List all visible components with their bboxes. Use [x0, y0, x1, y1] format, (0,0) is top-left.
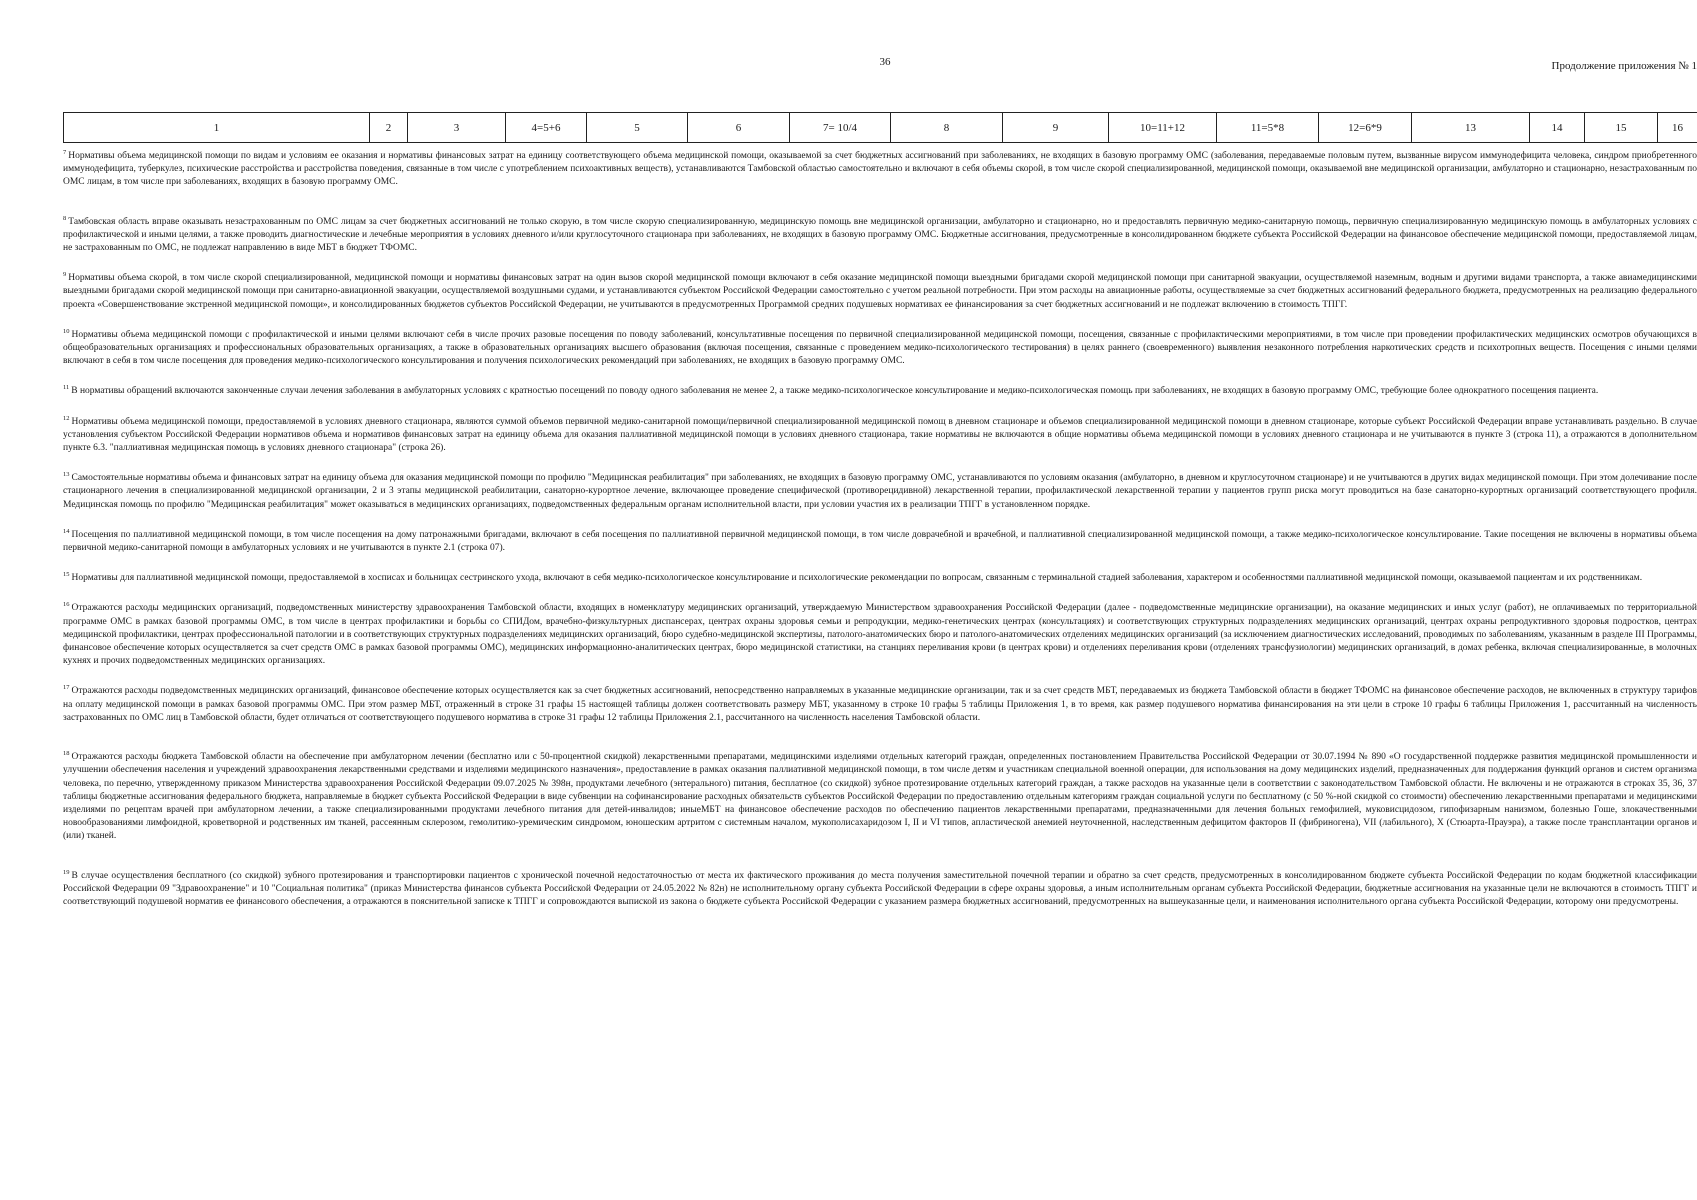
column-number-cell: 16 — [1658, 113, 1697, 143]
column-number-cell: 14 — [1530, 113, 1585, 143]
column-number-cell: 4=5+6 — [506, 113, 587, 143]
footnote-text: Отражаются расходы медицинских организаций, подведомственных министерству здравоохранения Тамбовской области, входящих в номенклатуру медицинских организаций, утверждаемую Министерством здравоохранения Российской Федерации (далее - подведомственные медицинские организации), на оказание медицинских и иных услуг (работ), не оплачиваемых по территориальной программе ОМС в рамках базовой программы ОМС, в том числе в центрах профилактики и борьбы со СПИДом, врачебно-физкультурных диспансерах, центрах охраны здоровья семьи и репродукции, медико-генетических центрах (консультациях) и соответствующих структурных подразделениях медицинских организаций, центрах охраны репродуктивного здоровья подростков, центрах медицинской профилактики, центрах профессиональной патологии и в соответствующих структурных подразделениях медицинских организаций, бюро судебно-медицинской экспертизы, патолого-анатомических бюро и патолого-анатомических отделениях медицинских организаций (за исключением диагностических исследований, проводимых по заболеваниям, указанным в разделе III Программы, финансовое обеспечение которых осуществляется за счет средств ОМС в рамках базовой программы ОМС), медицинских информационно-аналитических центрах, бюро медицинской статистики, на станциях переливания крови (в центрах крови) и отделениях переливания крови (отделениях трансфузиологии) медицинских организаций, в домах ребенка, включая специализированные, в молочных кухнях и прочих подведомственных медицинских организациях. — [63, 603, 1697, 667]
footnote-text: Нормативы для паллиативной медицинской помощи, предоставляемой в хосписах и больницах сестринского ухода, включают в себя медико-психологическое консультирование и психологические рекомендации по вопросам, связанным с терминальной стадией заболевания, характером и особенностями паллиативной медицинской помощи, оказываемой пациентам и их родственникам. — [71, 573, 1643, 584]
footnote-19 — [63, 866, 1697, 910]
footnote-text: Нормативы объема скорой, в том числе скорой специализированной, медицинской помощи и нормативы финансовых затрат на один вызов скорой медицинской помощи включают в себя оказание медицинской помощи выездными бригадами скорой медицинской помощи при санитарной эвакуации, осуществляемой наземным, водным и другими видами транспорта, а также авиамедицинскими выездными бригадами скорой медицинской помощи при санитарно-авиационной эвакуации, осуществляемой воздушными судами, и устанавливаются субъектом Российской Федерации самостоятельно с учетом реальной потребности. При этом расходы на авиационные работы, осуществляемые за счет бюджетных ассигнований федерального бюджета, предусмотренных на реализацию федерального проекта «Совершенствование экстренной медицинской помощи», и консолидированных бюджетов субъектов Российской Федерации, не учитываются в предусмотренных Программой средних подушевых нормативах ее финансирования за счет бюджетных ассигнований и не подлежат включению в стоимость ТПГГ. — [63, 273, 1697, 310]
column-number-cell: 5 — [587, 113, 688, 143]
footnote-text: Тамбовская область вправе оказывать незастрахованным по ОМС лицам за счет бюджетных ассигнований не только скорую, в том числе скорую специализированную, медицинскую помощь вне медицинской организации, амбулаторно и стационарно, но и предоставлять первичную медико-санитарную помощь, первичную специализированную медицинскую помощь в амбулаторных условиях с профилактической и иными целями, а также проводить диагностические и лечебные мероприятия в условиях дневного и/или круглосуточного стационара при заболеваниях, не входящих в базовую программу ОМС. Бюджетные ассигнования, предусмотренные в консолидированном бюджете субъекта Российской Федерации на финансовое обеспечение медицинской помощи, предоставляемой лицам, не застрахованным по ОМС, не подлежат направлению в виде МБТ в бюджет ТФОМС. — [63, 216, 1697, 254]
footnote-text: Отражаются расходы бюджета Тамбовской области на обеспечение при амбулаторном лечении (бесплатно или с 50-процентной скидкой) лекарственными препаратами, медицинскими изделиями отдельных категорий граждан, определенных постановлением Правительства Российской Федерации от 30.07.1994 № 890 «О государственной поддержке развития медицинской промышленности и улучшении обеспечения населения и учреждений здравоохранения лекарственными средствами и изделиями медицинского назначения», предоставление в рамках оказания паллиативной медицинской помощи, в том числе детям и участникам специальной военной операции, для использования на дому медицинских изделий, предназначенных для поддержания функций органов и систем организма человека, по перечню, утвержденному приказом Министерства здравоохранения Российской Федерации 09.07.2025 № 398н, продуктами лечебного (энтерального) питания, бесплатное (со скидкой) зубное протезирование отдельных категорий граждан, а также расходов на указанные цели в соответствии с законодательством Тамбовской области. Не включены и не отражаются в строках 35, 36, 37 таблицы бюджетные ассигнования федерального бюджета, направляемые в бюджет субъекта Российской Федерации в виде субвенции на софинансирование расходных обязательств субъектов Российской Федерации по предоставлению отдельным категориям граждан социальной услуги по бесплатному (с 50 %-ной скидкой со стоимости) обеспечению лекарственными препаратами и медицинскими изделиями по рецептам врачей при амбулаторном лечении, а также специализированными продуктами лечебного питания для детей-инвалидов; иныеМБТ на финансовое обеспечение расходов по обеспечению пациентов лекарственными препаратами, предназначенными для лечения больных гемофилией, муковисцидозом, гипофизарным нанизмом, болезнью Гоше, злокачественными новообразованиями лимфоидной, кроветворной и родственных им тканей, рассеянным склерозом, гемолитико-уремическим синдромом, юношеским артритом с системным началом, мукополисахаридозом I, II и VI типов, апластической анемией неуточненной, наследственным дефицитом факторов II (фибриногена), VII (лабильного), X (Стюарта-Прауэра), а также после трансплантации органов и (или) тканей. — [63, 752, 1697, 842]
footnote-9 — [63, 268, 1697, 312]
column-number-cell: 15 — [1585, 113, 1658, 143]
footnote-text: Нормативы объема медицинской помощи с профилактической и иными целями включают себя в числе прочих разовые посещения по поводу заболеваний, консультативные посещения по первичной специализированной медицинской помощи, посещения, связанные с профилактическими мероприятиями, в том числе при проведении профилактических медицинских осмотров обучающихся в общеобразовательных организациях и профессиональных образовательных организациях, а также в образовательных организациях высшего образования (включая посещения, связанные с проведением медико-психологического тестирования) в целях раннего (своевременного) выявления незаконного потребления наркотических средств и психотропных веществ. Посещения с иными целями включают в себя в том числе посещения для проведения медико-психологического консультирования и получения психологических рекомендаций при заболеваниях, не входящих в базовую программу ОМС. — [63, 329, 1697, 367]
footnotes-section — [63, 146, 1697, 922]
footnote-15 — [63, 568, 1697, 585]
footnote-text: Нормативы объема медицинской помощи, предоставляемой в условиях дневного стационара, являются суммой объемов первичной медико-санитарной помощи/первичной специализированной медицинской помощ в дневном стационаре и объемов специализированной медицинской помощи в дневном стационаре, которые субъект Российской Федерации вправе устанавливать раздельно. В случае установления субъектом Российской Федерации нормативов объема и нормативов финансовых затрат на единицу объема для оказания паллиативной медицинской помощи в условиях дневного стационара, такие нормативы не включаются в общие нормативы объема медицинской помощи в условиях дневного стационара и не учитываются в пункте 3 (строка 11), а отражаются в дополнительном пункте 6.3. "паллиативная медицинская помощь в условиях дневного стационара" (строка 26). — [63, 416, 1697, 454]
appendix-continuation-label: Продолжение приложения № 1 — [1551, 60, 1697, 72]
column-number-cell: 10=11+12 — [1109, 113, 1217, 143]
footnote-12 — [63, 412, 1697, 456]
footnote-13 — [63, 468, 1697, 512]
footnote-17 — [63, 681, 1697, 725]
footnote-marker: 19 — [63, 868, 70, 876]
footnote-marker: 12 — [63, 414, 70, 422]
column-number-header-table — [63, 112, 1697, 143]
footnote-marker: 14 — [63, 527, 70, 535]
column-number-cell: 6 — [688, 113, 790, 143]
column-number-cell: 11=5*8 — [1217, 113, 1319, 143]
footnote-marker: 16 — [63, 601, 70, 609]
footnote-marker: 9 — [63, 271, 67, 279]
footnote-text: Посещения по паллиативной медицинской помощи, в том числе посещения на дому патронажными бригадами, включают в себя посещения по паллиативной первичной медицинской помощи, в том числе доврачебной и врачебной, и паллиативной специализированной медицинской помощи, а также медико-психологическое консультирование. Такие посещения не включены в нормативы объема первичной медико-санитарной помощи в амбулаторных условиях и не учитываются в пункте 2.1 (строка 07). — [63, 529, 1697, 554]
column-number-row — [64, 113, 1697, 143]
footnote-marker: 7 — [63, 149, 67, 156]
footnote-marker: 13 — [63, 471, 70, 479]
footnote-10 — [63, 325, 1697, 369]
column-number-cell: 8 — [891, 113, 1003, 143]
footnote-text: В случае осуществления бесплатного (со скидкой) зубного протезирования и транспортировки пациентов с хронической почечной недостаточностью от места их фактического проживания до места получения заместительной почечной терапии и обратно за счет средств, предусмотренных в консолидированном бюджете субъекта Российской Федерации по кодам бюджетной классификации Российской Федерации 09 "Здравоохранение" и 10 "Социальная политика" (приказ Министерства финансов субъекта Российской Федерации от 24.05.2022 № 82н) не исполнительному органу субъекта Российской Федерации в сфере охраны здоровья, а иным исполнительным органам субъекта Российской Федерации, бюджетные ассигнования на указанные цели не включаются в стоимость ТПГГ и соответствующий подушевой норматив ее финансового обеспечения, а отражаются в пояснительной записке к ТПГГ и сопровождаются выпиской из закона о бюджете субъекта Российской Федерации с указанием размера бюджетных ассигнований, предусмотренных на вышеуказанные цели, и наименования исполнительного органа субъекта Российской Федерации, которому они предусмотрены. — [63, 870, 1697, 907]
column-number-cell: 7= 10/4 — [790, 113, 891, 143]
footnote-text: В нормативы обращений включаются законченные случаи лечения заболевания в амбулаторных условиях с кратностью посещений по поводу одного заболевания не менее 2, а также медико-психологическое консультирование и медико-психологическая помощь при заболеваниях, не входящих в базовую программу ОМС, требующие более однократного посещения пациента. — [71, 386, 1599, 397]
footnote-marker: 8 — [63, 214, 67, 222]
footnote-16 — [63, 598, 1697, 668]
footnote-7 — [63, 146, 1697, 190]
column-number-cell: 13 — [1412, 113, 1530, 143]
footnote-marker: 18 — [63, 750, 70, 758]
column-number-cell: 2 — [370, 113, 408, 143]
footnote-11 — [63, 381, 1697, 398]
footnote-marker: 15 — [63, 571, 70, 579]
page-number: 36 — [879, 56, 891, 68]
column-number-cell: 3 — [408, 113, 506, 143]
footnote-marker: 11 — [63, 384, 70, 392]
footnote-14 — [63, 525, 1697, 555]
column-number-cell: 12=6*9 — [1319, 113, 1412, 143]
footnote-8 — [63, 212, 1697, 256]
footnote-text: Отражаются расходы подведомственных медицинских организаций, финансовое обеспечение которых осуществляется как за счет бюджетных ассигнований, непосредственно направляемых в указанные медицинские организации, так и за счет средств МБТ, передаваемых из бюджета Тамбовской области в бюджет ТФОМС на финансовое обеспечение расходов, не включенных в структуру тарифов на оплату медицинской помощи в рамках базовой программы ОМС. При этом размер МБТ, отраженный в строке 31 графы 15 настоящей таблицы должен соответствовать размеру МБТ, указанному в строке 10 графы 5 таблицы Приложения 1, в то время, как размер подушевого норматива финансирования на эти цели в строке 10 графы 6 таблицы Приложения 1, рассчитанный на численность застрахованных по ОМС лиц в Тамбовской области, будет отличаться от соответствующего подушевого норматива в строке 31 графы 12 таблицы Приложения 2.1, рассчитанного на численность населения Тамбовской области. — [63, 686, 1697, 723]
footnote-text: Самостоятельные нормативы объема и финансовых затрат на единицу объема для оказания медицинской помощи по профилю "Медицинская реабилитация" при заболеваниях, не входящих в базовую программу ОМС, устанавливаются по условиям оказания (амбулаторно, в дневном и круглосуточном стационаре) и не учитываются в других видах медицинской помощи. При этом долечивание после стационарного лечения в специализированной медицинской организации, 2 и 3 этапы медицинской реабилитации, санаторно-курортное лечение, включающее проведение специфической (противорецидивной) лекарственной терапии, профилактической лекарственной терапии у пациентов групп риска могут проводиться на базе санаторно-курортных организаций соответствующего профиля. Медицинская помощь по профилю "Медицинская реабилитация" может оказываться в медицинских организациях, подведомственных федеральным органам исполнительной власти, при условии участия их в реализации ТПГГ в установленном порядке. — [63, 473, 1697, 510]
footnote-marker: 17 — [63, 684, 70, 692]
footnote-text: Нормативы объема медицинской помощи по видам и условиям ее оказания и нормативы финансовых затрат на единицу соответствующего объема медицинской помощи, оказываемой за счет бюджетных ассигнований при заболеваниях, не входящих в базовую программу ОМС (заболевания, передаваемые половым путем, вызванные вирусом иммунодефицита человека, синдром приобретенного иммунодефицита, туберкулез, психические расстройства и расстройства поведения, связанные в том числе с употреблением психоактивных веществ), устанавливаются Тамбовской областью самостоятельно и включают в себя объемы скорой, в том числе скорой специализированной, медицинской помощи, оказываемой вне медицинской организации, амбулаторно и стационарно, незастрахованным по ОМС лицам, в том числе при заболеваниях, входящих в базовую программу ОМС. — [63, 151, 1697, 188]
footnote-18 — [63, 747, 1697, 843]
column-number-cell: 9 — [1003, 113, 1109, 143]
column-number-cell: 1 — [64, 113, 370, 143]
footnote-marker: 10 — [63, 327, 70, 335]
